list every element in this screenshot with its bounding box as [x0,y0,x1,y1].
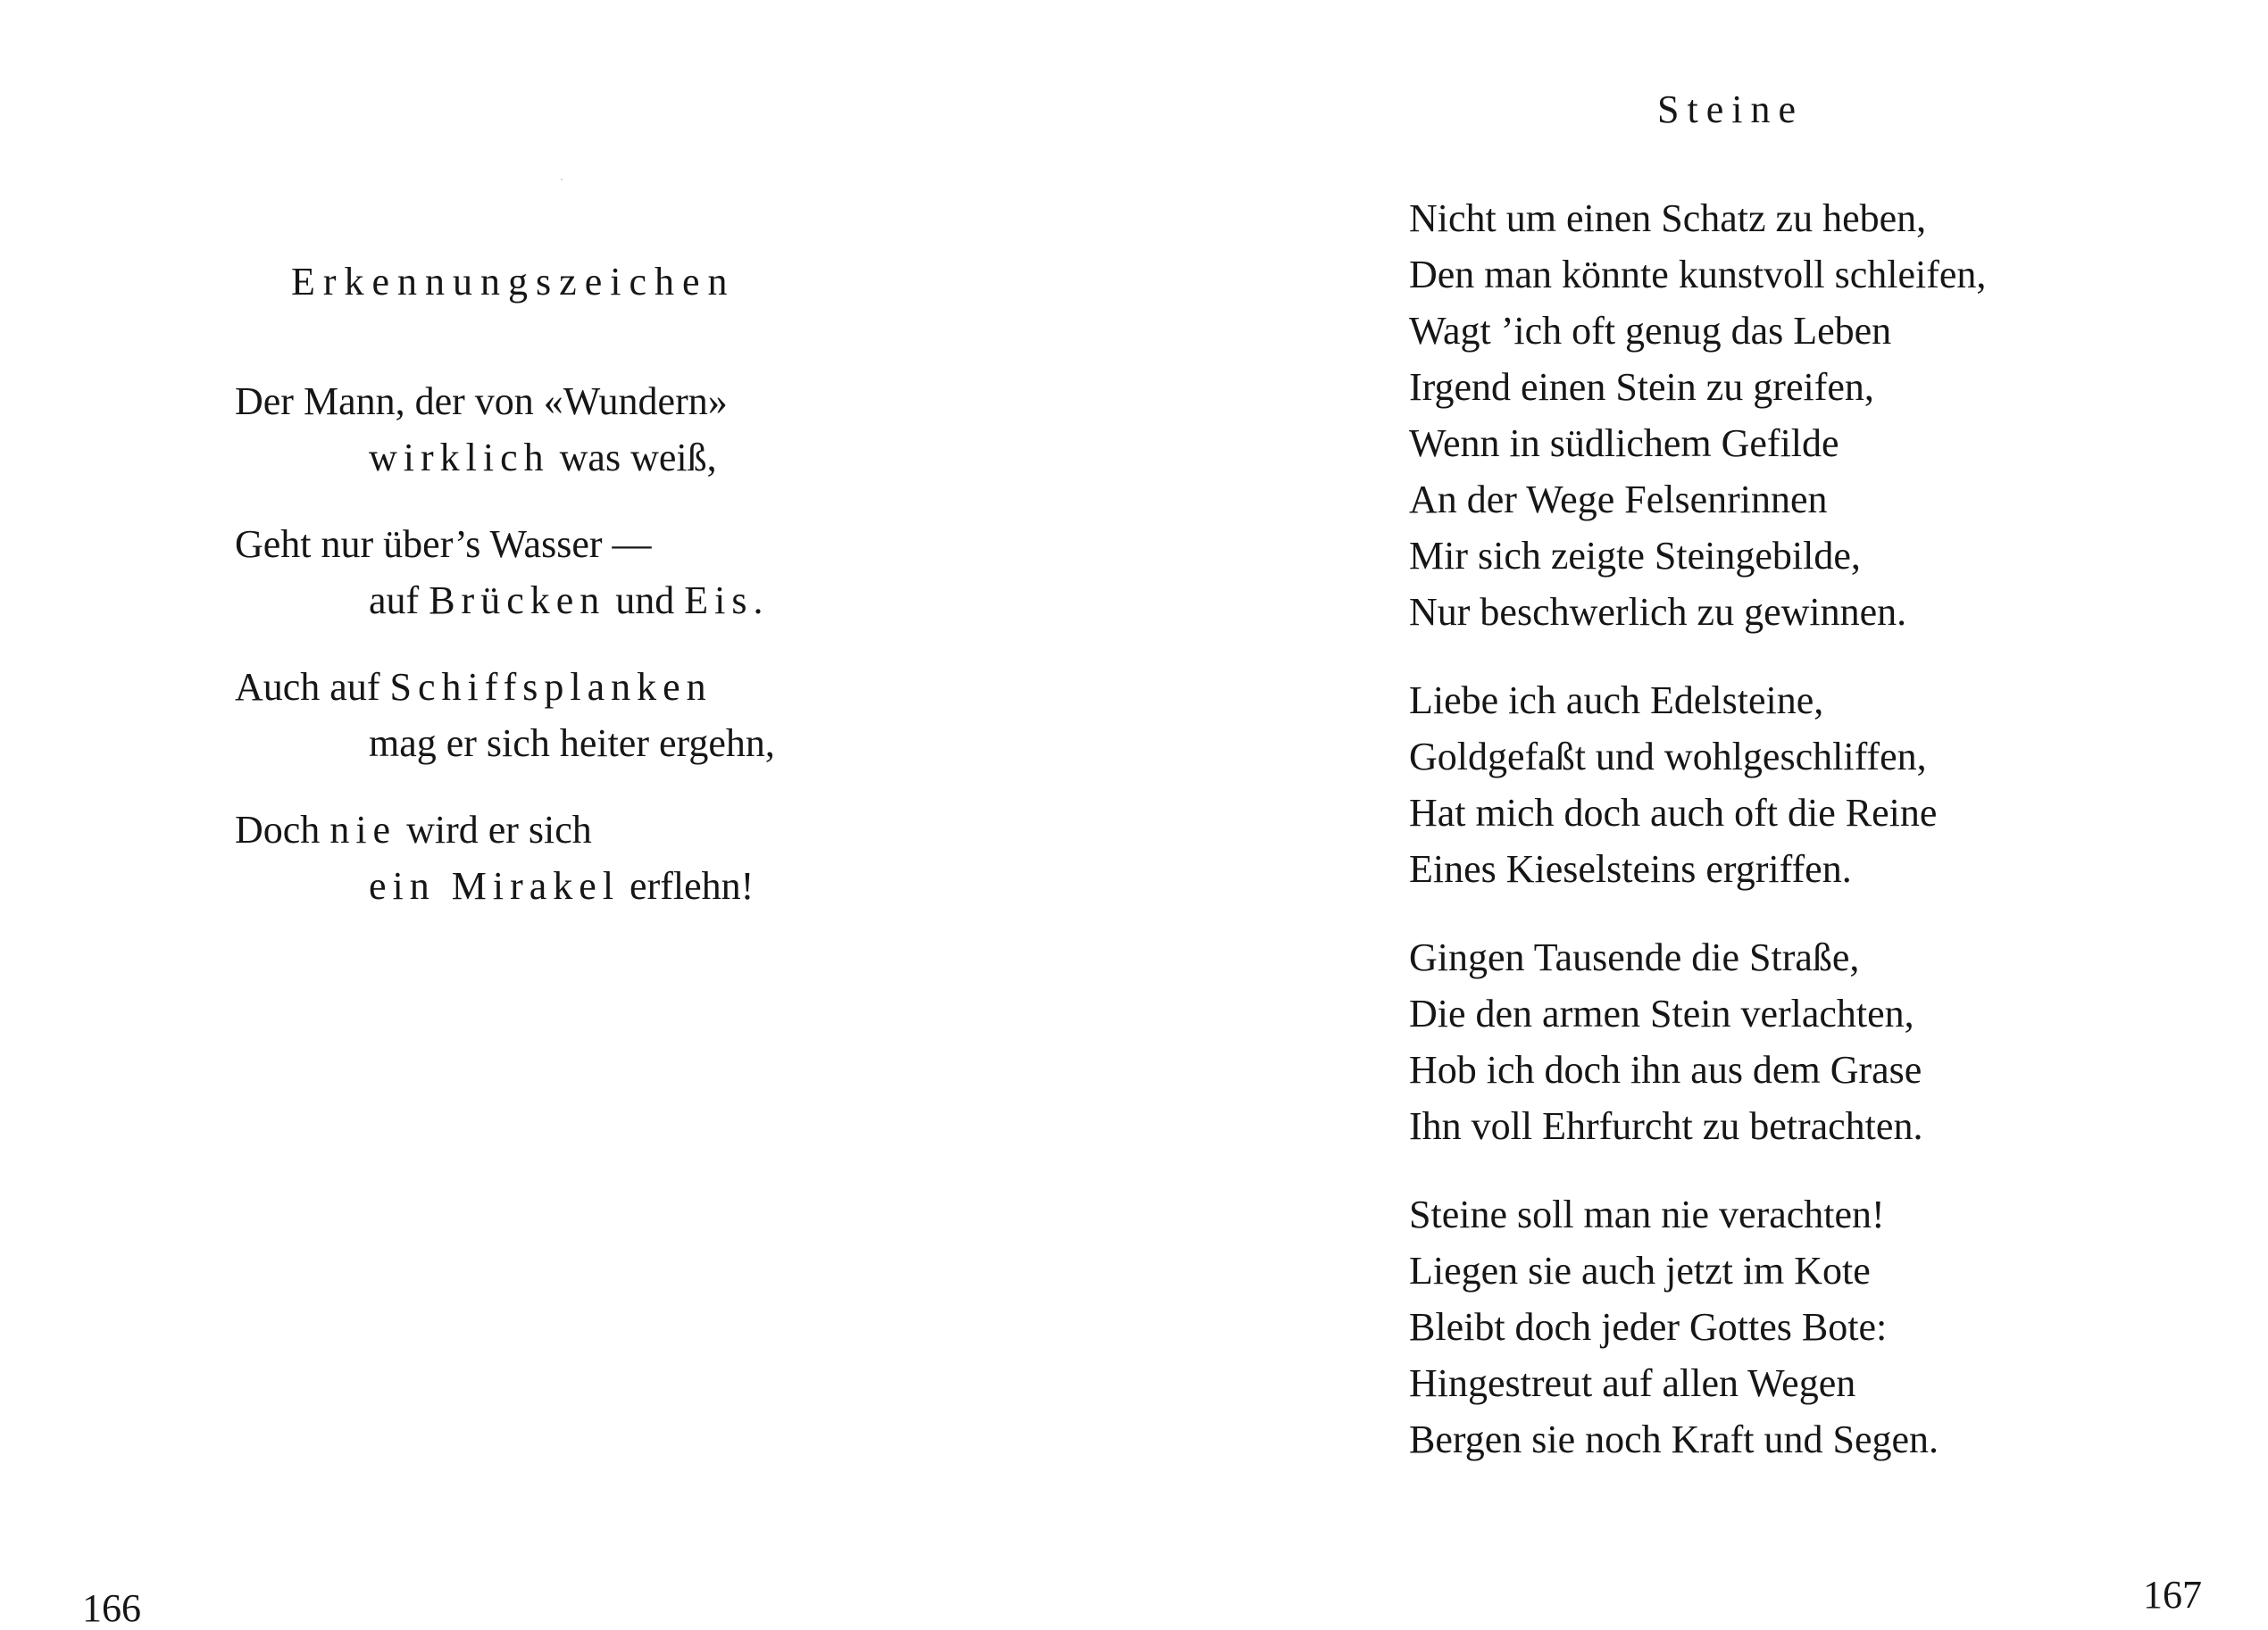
poem-line: Den man könnte kunstvoll schleifen, [1409,253,1987,296]
poem-line: Hat mich doch auch oft die Reine [1409,791,1938,835]
poem-title-steine: Steine [1657,87,1804,131]
stanza [1409,929,1986,1154]
text-run: mag er sich heiter ergehn, [369,721,775,765]
page-number: 167 [2143,1573,2202,1617]
text-run: erflehn! [620,864,755,908]
text-run: wird er sich [396,808,592,852]
emphasized-text: Brücken [429,578,606,622]
poem-line: Irgend einen Stein zu greifen, [1409,365,1874,409]
stanza [235,802,775,914]
text-run: auf [369,578,429,622]
emphasized-text: Eis [684,578,754,622]
poem-steine [1409,190,1986,1468]
poem-line: Gingen Tausende die Straße, [1409,936,1860,979]
poem-line: Mir sich zeigte Steingebilde, [1409,534,1861,578]
poem-line: Liebe ich auch Edelsteine, [1409,678,1824,722]
poem-line: Hob ich doch ihn aus dem Grase [1409,1048,1922,1092]
page-number: 166 [82,1586,141,1630]
emphasized-text: nie [329,808,397,852]
text-run: . [753,578,763,622]
paper-speck [561,179,563,180]
emphasized-text: Schiffsplanken [389,665,713,709]
poem-line: Goldgefaßt und wohlgeschliffen, [1409,735,1927,778]
poem-line [235,715,775,771]
poem-line: Liegen sie auch jetzt im Kote [1409,1249,1871,1293]
text-run: und [605,578,685,622]
stanza [1409,190,1986,640]
poem-line: Wenn in südlichem Gefilde [1409,421,1839,465]
right-page [1134,0,2268,1625]
poem-line: Bergen sie noch Kraft und Segen. [1409,1418,1939,1461]
poem-line: Nicht um einen Schatz zu heben, [1409,196,1927,240]
poem-line: Steine soll man nie verachten! [1409,1193,1885,1236]
poem-erkennungszeichen [235,373,775,914]
stanza [1409,1186,1986,1468]
text-run: Der Mann, der von «Wundern» [235,379,728,423]
poem-line: Die den armen Stein verlachten, [1409,992,1914,1035]
stanza [235,659,775,771]
text-run: was weiß, [549,436,717,479]
poem-line: Hingestreut auf allen Wegen [1409,1361,1856,1405]
poem-line [235,858,775,914]
stanza [1409,672,1986,897]
text-run: Doch [235,808,330,852]
stanza [235,373,775,486]
poem-line [235,373,775,429]
poem-line: Bleibt doch jeder Gottes Bote: [1409,1305,1888,1349]
poem-line: Wagt ’ich oft genug das Leben [1409,309,1892,353]
poem-line: Eines Kieselsteins ergriffen. [1409,847,1852,891]
poem-line [235,659,775,715]
poem-line [235,516,775,572]
poem-title-erkennungszeichen: Erkennungszeichen [291,260,736,304]
poem-line: Ihn voll Ehrfurcht zu betrachten. [1409,1104,1923,1148]
poem-line: An der Wege Felsenrinnen [1409,478,1828,521]
poem-line: Nur beschwerlich zu gewinnen. [1409,590,1907,634]
text-run: Geht nur über’s Wasser — [235,522,652,566]
emphasized-text: ein Mirakel [369,864,621,908]
poem-line [235,802,775,858]
emphasized-text: wirklich [369,436,550,479]
poem-line [235,572,775,628]
stanza [235,516,775,628]
poem-line [235,429,775,486]
text-run: Auch auf [235,665,390,709]
